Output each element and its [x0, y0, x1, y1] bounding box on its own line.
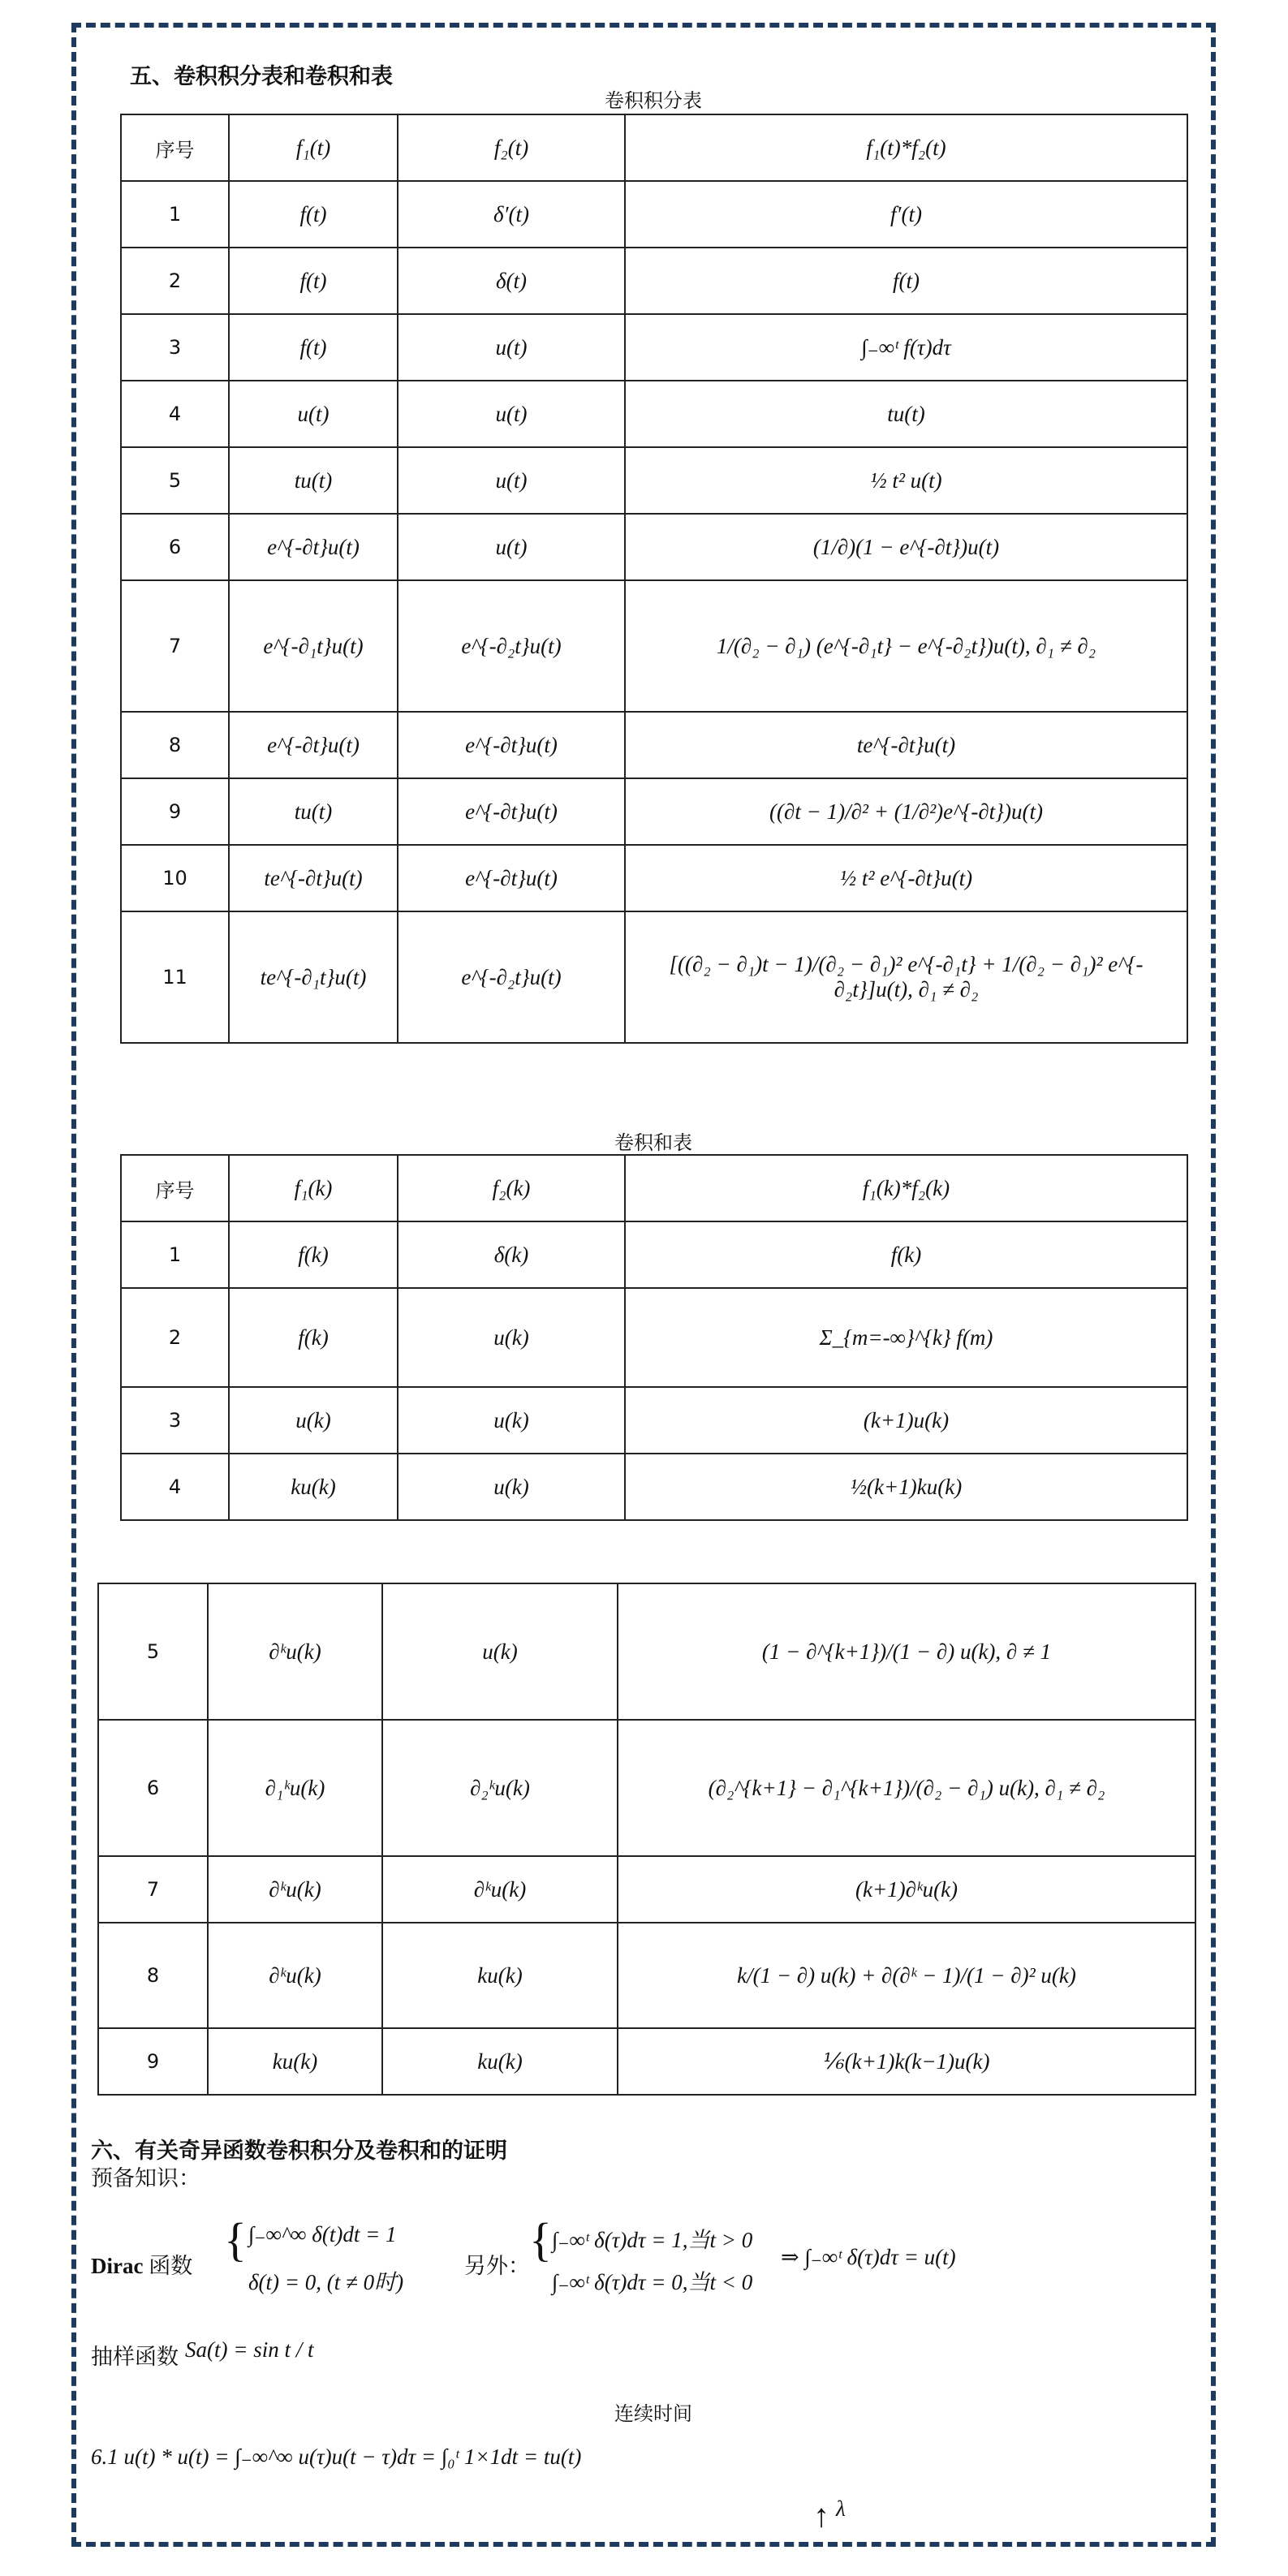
row-number: 5: [98, 1583, 208, 1720]
table-cell: ku(k): [229, 1454, 398, 1520]
table-cell: ½ t² u(t): [625, 447, 1187, 514]
table-row: [121, 447, 1187, 514]
row-number: 2: [121, 1288, 229, 1387]
table-cell: e^{-∂₂t}u(t): [398, 580, 625, 712]
table-cell: ∂ᵏu(k): [208, 1923, 382, 2028]
table-row: [121, 381, 1187, 447]
table-cell: f′(t): [625, 181, 1187, 248]
header-cell: 序号: [121, 114, 229, 181]
table-cell: (k+1)∂ᵏu(k): [618, 1856, 1195, 1923]
header-cell: f₂(t): [398, 114, 625, 181]
table-cell: ∂ᵏu(k): [208, 1583, 382, 1720]
table-row: [121, 181, 1187, 248]
table-cell: te^{-∂t}u(t): [229, 845, 398, 911]
table-cell: [((∂₂ − ∂₁)t − 1)/(∂₂ − ∂₁)² e^{-∂₁t} + 1/(∂₂ − ∂₁)² e^{-∂₂t}]u(t), ∂₁ ≠ ∂₂: [625, 911, 1187, 1043]
header-cell: 序号: [121, 1155, 229, 1221]
table-row: [98, 1720, 1195, 1856]
table-row: [98, 2028, 1195, 2095]
table-row: [121, 845, 1187, 911]
table-cell: u(k): [398, 1387, 625, 1454]
dirac-name: Dirac: [91, 2254, 144, 2278]
header-cell: f₁(t)*f₂(t): [625, 114, 1187, 181]
table-cell: u(t): [398, 314, 625, 381]
dirac-word: 函数: [149, 2254, 193, 2279]
table-row: [121, 911, 1187, 1043]
table-cell: u(t): [229, 381, 398, 447]
row-number: 1: [121, 181, 229, 248]
row-number: 7: [121, 580, 229, 712]
table-row: [98, 1856, 1195, 1923]
table-cell: (1/∂)(1 − e^{-∂t})u(t): [625, 514, 1187, 580]
table-cell: e^{-∂t}u(t): [229, 712, 398, 778]
row-number: 5: [121, 447, 229, 514]
table-row: [121, 580, 1187, 712]
table2-caption: 卷积和表: [614, 1131, 692, 1154]
table-cell: u(k): [398, 1454, 625, 1520]
table-cell: ∂ᵏu(k): [208, 1856, 382, 1923]
table-cell: f(t): [229, 314, 398, 381]
table-header-row: [121, 114, 1187, 181]
table-cell: k/(1 − ∂) u(k) + ∂(∂ᵏ − 1)/(1 − ∂)² u(k): [618, 1923, 1195, 2028]
table-cell: ∂₁ᵏu(k): [208, 1720, 382, 1856]
header-cell: f₁(t): [229, 114, 398, 181]
table-cell: ku(k): [208, 2028, 382, 2095]
table-cell: ∂ᵏu(k): [382, 1856, 618, 1923]
table-cell: δ(k): [398, 1221, 625, 1288]
row-number: 1: [121, 1221, 229, 1288]
table-row: [98, 1583, 1195, 1720]
up-arrow-icon: ↑: [813, 2497, 829, 2534]
row-number: 9: [121, 778, 229, 845]
table-cell: tu(t): [229, 778, 398, 845]
table-cell: e^{-∂₁t}u(t): [229, 580, 398, 712]
table-cell: ((∂t − 1)/∂² + (1/∂²)e^{-∂t})u(t): [625, 778, 1187, 845]
table-row: [121, 1288, 1187, 1387]
table-cell: e^{-∂t}u(t): [229, 514, 398, 580]
dirac-line-1: ∫₋∞^∞ δ(t)dt = 1: [248, 2222, 397, 2246]
table-cell: (1 − ∂^{k+1})/(1 − ∂) u(k), ∂ ≠ 1: [618, 1583, 1195, 1720]
table-cell: ½(k+1)ku(k): [625, 1454, 1187, 1520]
table-cell: (∂₂^{k+1} − ∂₁^{k+1})/(∂₂ − ∂₁) u(k), ∂₁ ≠ ∂₂: [618, 1720, 1195, 1856]
table-cell: f(k): [625, 1221, 1187, 1288]
table-cell: ⅙(k+1)k(k−1)u(k): [618, 2028, 1195, 2095]
header-cell: f₁(k): [229, 1155, 398, 1221]
table-cell: ku(k): [382, 2028, 618, 2095]
prerequisite-label: 预备知识：: [91, 2166, 200, 2191]
row-number: 10: [121, 845, 229, 911]
table-cell: u(k): [398, 1288, 625, 1387]
table-cell: u(t): [398, 447, 625, 514]
table-cell: δ′(t): [398, 181, 625, 248]
convolution-sum-table: [120, 1154, 1188, 1521]
table-row: [121, 514, 1187, 580]
row-number: 9: [98, 2028, 208, 2095]
row-number: 7: [98, 1856, 208, 1923]
convolution-integral-table: [120, 114, 1188, 1044]
table-cell: f(t): [229, 181, 398, 248]
convolution-sum-table-continued: [97, 1583, 1196, 2096]
row-number: 3: [121, 1387, 229, 1454]
also-line-2: ∫₋∞ᵗ δ(τ)dτ = 0,当t < 0: [552, 2270, 753, 2294]
dirac-left-brace: {: [224, 2213, 247, 2266]
table-row: [98, 1923, 1195, 2028]
table-cell: 1/(∂₂ − ∂₁) (e^{-∂₁t} − e^{-∂₂t})u(t), ∂₁ ≠ ∂₂: [625, 580, 1187, 712]
table-cell: tu(t): [229, 447, 398, 514]
table-cell: f(t): [229, 248, 398, 314]
header-cell: f₂(k): [398, 1155, 625, 1221]
section-5-heading: 五、卷积积分表和卷积和表: [130, 64, 393, 89]
table-row: [121, 1387, 1187, 1454]
table-cell: e^{-∂t}u(t): [398, 845, 625, 911]
row-number: 4: [121, 381, 229, 447]
row-number: 6: [98, 1720, 208, 1856]
row-number: 8: [98, 1923, 208, 2028]
table-cell: e^{-∂t}u(t): [398, 712, 625, 778]
table-cell: ½ t² e^{-∂t}u(t): [625, 845, 1187, 911]
sampling-label: 抽样函数: [91, 2345, 179, 2370]
row-number: 2: [121, 248, 229, 314]
table-row: [121, 1454, 1187, 1520]
table-row: [121, 712, 1187, 778]
row-number: 6: [121, 514, 229, 580]
continuous-time-caption: 连续时间: [614, 2402, 692, 2425]
table-header-row: [121, 1155, 1187, 1221]
table-cell: f(k): [229, 1221, 398, 1288]
table-cell: (k+1)u(k): [625, 1387, 1187, 1454]
table-row: [121, 778, 1187, 845]
table-cell: e^{-∂t}u(t): [398, 778, 625, 845]
row-number: 4: [121, 1454, 229, 1520]
lambda-mark: λ: [836, 2496, 846, 2521]
table-cell: ku(k): [382, 1923, 618, 2028]
table-row: [121, 248, 1187, 314]
dirac-line-2: δ(t) = 0, (t ≠ 0时): [248, 2270, 404, 2294]
implies-formula: ⇒ ∫₋∞ᵗ δ(τ)dτ = u(t): [781, 2245, 956, 2269]
table-row: [121, 1221, 1187, 1288]
table1-caption: 卷积积分表: [605, 89, 702, 112]
table-cell: te^{-∂t}u(t): [625, 712, 1187, 778]
table-cell: Σ_{m=-∞}^{k} f(m): [625, 1288, 1187, 1387]
table-cell: u(k): [382, 1583, 618, 1720]
table-cell: u(k): [229, 1387, 398, 1454]
table-cell: u(t): [398, 381, 625, 447]
table-cell: ∫₋∞ᵗ f(τ)dτ: [625, 314, 1187, 381]
row-number: 11: [121, 911, 229, 1043]
proof-6-1: 6.1 u(t) * u(t) = ∫₋∞^∞ u(τ)u(t − τ)dτ = ∫₀ᵗ 1×1dt = tu(t): [91, 2445, 582, 2469]
sampling-formula: Sa(t) = sin t / t: [185, 2337, 314, 2362]
also-label: 另外：: [464, 2254, 530, 2279]
table-cell: te^{-∂₁t}u(t): [229, 911, 398, 1043]
table-cell: f(k): [229, 1288, 398, 1387]
table-cell: e^{-∂₂t}u(t): [398, 911, 625, 1043]
table-cell: δ(t): [398, 248, 625, 314]
header-cell: f₁(k)*f₂(k): [625, 1155, 1187, 1221]
dirac-label: [91, 2248, 192, 2280]
table-cell: u(t): [398, 514, 625, 580]
row-number: 3: [121, 314, 229, 381]
row-number: 8: [121, 712, 229, 778]
also-left-brace: {: [529, 2213, 552, 2266]
also-line-1: ∫₋∞ᵗ δ(τ)dτ = 1,当t > 0: [552, 2228, 753, 2252]
table-cell: ∂₂ᵏu(k): [382, 1720, 618, 1856]
section-6-heading: 六、有关奇异函数卷积积分及卷积和的证明: [91, 2139, 507, 2164]
table-cell: tu(t): [625, 381, 1187, 447]
table-cell: f(t): [625, 248, 1187, 314]
table-row: [121, 314, 1187, 381]
